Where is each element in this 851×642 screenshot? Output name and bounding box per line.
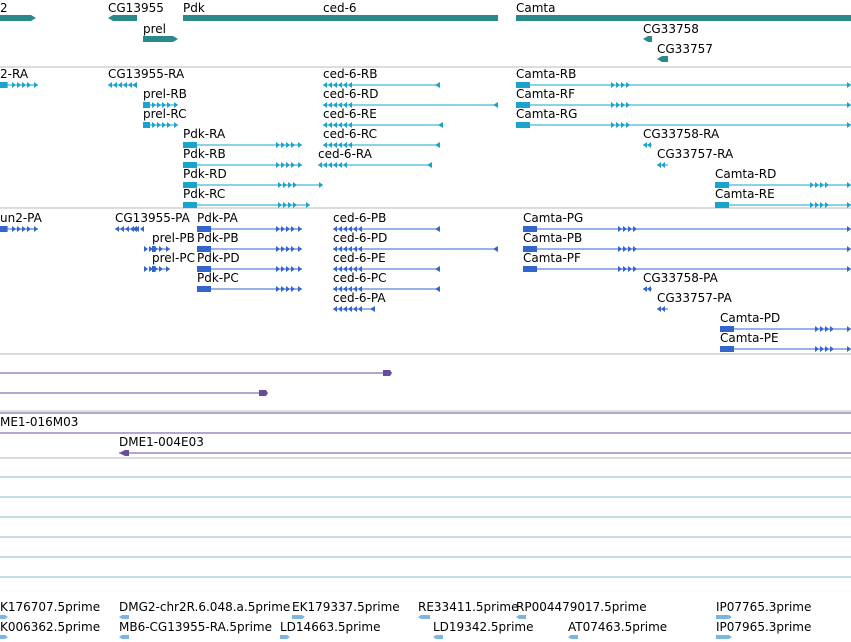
- strand-arrow-icon: [293, 202, 297, 208]
- strand-arrow-icon: [283, 182, 287, 188]
- strand-arrow-icon: [810, 182, 814, 188]
- est-k006362-5prime[interactable]: [0, 635, 8, 639]
- strand-arrow-icon: [291, 266, 295, 272]
- strand-arrow-icon: [435, 226, 440, 232]
- feature-label: Camta-PE: [720, 331, 779, 345]
- feature-label: prel-RB: [143, 87, 187, 101]
- feature-label: K176707.5prime: [0, 600, 101, 614]
- feature-label: RE33411.5prime: [418, 600, 519, 614]
- strand-arrow-icon: [810, 202, 814, 208]
- strand-arrow-icon: [343, 306, 347, 312]
- strand-arrow-icon: [830, 326, 834, 332]
- feature-label: ced-6-RE: [323, 107, 377, 121]
- feature-label: CG33757-RA: [657, 147, 734, 161]
- strand-arrow-icon: [628, 226, 632, 232]
- strand-arrow-icon: [120, 226, 124, 232]
- strand-arrow-icon: [825, 202, 829, 208]
- strand-arrow-icon: [291, 226, 295, 232]
- strand-arrow-icon: [128, 82, 132, 88]
- strand-arrow-icon: [820, 326, 824, 332]
- strand-arrow-icon: [847, 122, 851, 128]
- strand-arrow-icon: [815, 346, 819, 352]
- strand-arrow-icon: [291, 142, 295, 148]
- strand-arrow-icon: [611, 82, 615, 88]
- feature-label: AT07463.5prime: [568, 620, 668, 634]
- strand-arrow-icon: [17, 226, 21, 232]
- strand-arrow-icon: [358, 306, 362, 312]
- strand-arrow-icon: [298, 286, 302, 292]
- gene-prel[interactable]: [143, 36, 178, 42]
- exon-block: [0, 82, 8, 88]
- strand-arrow-icon: [435, 286, 440, 292]
- feature-label: Pdk: [183, 1, 205, 15]
- strand-arrow-icon: [621, 122, 625, 128]
- feature-label: Pdk-RB: [183, 147, 226, 161]
- feature-label: CG33757: [657, 42, 713, 56]
- strand-arrow-icon: [438, 122, 443, 128]
- feature-label: prel-PB: [152, 231, 195, 245]
- strand-arrow-icon: [276, 286, 280, 292]
- strand-arrow-icon: [338, 306, 342, 312]
- strand-arrow-icon: [657, 162, 661, 168]
- strand-arrow-icon: [621, 82, 625, 88]
- strand-arrow-icon: [12, 82, 16, 88]
- strand-arrow-icon: [118, 82, 122, 88]
- strand-arrow-icon: [162, 122, 166, 128]
- est-re33411-5prime[interactable]: [418, 615, 430, 619]
- strand-arrow-icon: [306, 202, 310, 208]
- feature-arrow-icon: [259, 390, 268, 396]
- strand-arrow-icon: [283, 202, 287, 208]
- strand-arrow-icon: [288, 182, 292, 188]
- strand-arrow-icon: [647, 142, 651, 148]
- est-dmg2-chr2r-6-048-a-5prime[interactable]: [119, 615, 129, 619]
- feature-label: ced-6-PB: [333, 211, 387, 225]
- strand-arrow-icon: [847, 326, 851, 332]
- strand-arrow-icon: [318, 162, 322, 168]
- exon-block: [720, 346, 734, 352]
- feature-label: LD14663.5prime: [280, 620, 381, 634]
- strand-arrow-icon: [276, 246, 280, 252]
- strand-arrow-icon: [333, 306, 337, 312]
- feature-label: Pdk-PC: [197, 271, 239, 285]
- feature-label: CG13955-RA: [108, 67, 185, 81]
- feature-label: DMG2-chr2R.6.048.a.5prime: [119, 600, 291, 614]
- strand-arrow-icon: [626, 82, 630, 88]
- strand-arrow-icon: [154, 266, 158, 272]
- strand-arrow-icon: [820, 346, 824, 352]
- strand-arrow-icon: [298, 246, 302, 252]
- strand-arrow-icon: [27, 226, 31, 232]
- strand-arrow-icon: [281, 142, 285, 148]
- strand-arrow-icon: [281, 226, 285, 232]
- feature-label: Camta-PD: [720, 311, 781, 325]
- strand-arrow-icon: [618, 266, 622, 272]
- feature-label: Camta-PB: [523, 231, 583, 245]
- strand-arrow-icon: [27, 82, 31, 88]
- strand-arrow-icon: [298, 266, 302, 272]
- strand-arrow-icon: [34, 82, 38, 88]
- feature-label: CG13955-PA: [115, 211, 190, 225]
- feature-label: Pdk-PD: [197, 251, 240, 265]
- strand-arrow-icon: [12, 226, 16, 232]
- feature-label: IP07965.3prime: [716, 620, 812, 634]
- exon-block: [143, 122, 150, 128]
- strand-arrow-icon: [281, 286, 285, 292]
- feature-label: CG33757-PA: [657, 291, 732, 305]
- feature-label: ced-6: [323, 1, 357, 15]
- strand-arrow-icon: [281, 266, 285, 272]
- strand-arrow-icon: [820, 182, 824, 188]
- gene-2[interactable]: [0, 15, 36, 21]
- est-ld19342-5prime[interactable]: [433, 635, 443, 639]
- strand-arrow-icon: [435, 82, 440, 88]
- feature-label: ced-6-PE: [333, 251, 386, 265]
- strand-arrow-icon: [847, 202, 851, 208]
- feature-label: Camta-PF: [523, 251, 581, 265]
- feature-label: K006362.5prime: [0, 620, 101, 634]
- feature-label: Pdk-RA: [183, 127, 226, 141]
- est-mb6-cg13955-ra-5prime[interactable]: [119, 635, 129, 639]
- feature-label: Camta-PG: [523, 211, 584, 225]
- feature-label: CG33758: [643, 22, 699, 36]
- feature-arrow-icon: [383, 370, 392, 376]
- strand-arrow-icon: [435, 266, 440, 272]
- strand-arrow-icon: [847, 346, 851, 352]
- exon-block: [197, 286, 211, 292]
- feature-label: prel-PC: [152, 251, 195, 265]
- strand-arrow-icon: [618, 226, 622, 232]
- strand-arrow-icon: [815, 202, 819, 208]
- feature-label: ced-6-RB: [323, 67, 378, 81]
- strand-arrow-icon: [820, 202, 824, 208]
- strand-arrow-icon: [276, 142, 280, 148]
- feature-label: Camta: [516, 1, 556, 15]
- strand-arrow-icon: [611, 122, 615, 128]
- strand-arrow-icon: [125, 226, 129, 232]
- strand-arrow-icon: [657, 306, 661, 312]
- strand-arrow-icon: [298, 226, 302, 232]
- strand-arrow-icon: [115, 226, 119, 232]
- strand-arrow-icon: [353, 306, 357, 312]
- feature-label: Camta-RD: [715, 167, 777, 181]
- est-at07463-5prime[interactable]: [568, 635, 578, 639]
- strand-arrow-icon: [626, 102, 630, 108]
- feature-label: ced-6-PA: [333, 291, 386, 305]
- strand-arrow-icon: [298, 162, 302, 168]
- feature-label: Pdk-RD: [183, 167, 227, 181]
- strand-arrow-icon: [286, 142, 290, 148]
- exon-block: [183, 202, 197, 208]
- strand-arrow-icon: [427, 162, 432, 168]
- strand-arrow-icon: [616, 82, 620, 88]
- strand-arrow-icon: [616, 122, 620, 128]
- gene-cg33758[interactable]: [643, 36, 652, 42]
- feature-label: CG33758-RA: [643, 127, 720, 141]
- est-ek179337-5prime[interactable]: [292, 615, 305, 619]
- strand-arrow-icon: [281, 246, 285, 252]
- strand-arrow-icon: [647, 286, 651, 292]
- strand-arrow-icon: [288, 202, 292, 208]
- strand-arrow-icon: [847, 246, 851, 252]
- strand-arrow-icon: [348, 306, 352, 312]
- feature-label: LD19342.5prime: [433, 620, 534, 634]
- exon-block: [0, 226, 8, 232]
- feature-label: EK179337.5prime: [292, 600, 400, 614]
- strand-arrow-icon: [616, 102, 620, 108]
- gene-camta[interactable]: [516, 15, 851, 21]
- est-ip07965-3prime[interactable]: [716, 635, 732, 639]
- strand-arrow-icon: [611, 102, 615, 108]
- strand-arrow-icon: [157, 122, 161, 128]
- feature-label: CG33758-PA: [643, 271, 718, 285]
- strand-arrow-icon: [847, 266, 851, 272]
- feature-label: Camta-RE: [715, 187, 775, 201]
- gene-cg33757[interactable]: [657, 56, 668, 62]
- feature-label: CG13955: [108, 1, 164, 15]
- strand-arrow-icon: [628, 246, 632, 252]
- strand-arrow-icon: [623, 226, 627, 232]
- est-ip07765-3prime[interactable]: [716, 615, 732, 619]
- feature-label: ced-6-RD: [323, 87, 379, 101]
- strand-arrow-icon: [847, 182, 851, 188]
- strand-arrow-icon: [167, 122, 171, 128]
- strand-arrow-icon: [166, 266, 170, 272]
- gene-ced-6[interactable]: [323, 15, 498, 21]
- feature-label: ced-6-RA: [318, 147, 372, 161]
- feature-label: IP07765.3prime: [716, 600, 812, 614]
- strand-arrow-icon: [286, 286, 290, 292]
- strand-arrow-icon: [343, 162, 347, 168]
- strand-arrow-icon: [623, 266, 627, 272]
- strand-arrow-icon: [22, 226, 26, 232]
- strand-arrow-icon: [17, 82, 21, 88]
- strand-arrow-icon: [286, 162, 290, 168]
- feature-label: Pdk-PB: [197, 231, 239, 245]
- strand-arrow-icon: [174, 122, 178, 128]
- gene-cg13955[interactable]: [108, 15, 137, 21]
- strand-arrow-icon: [825, 326, 829, 332]
- strand-arrow-icon: [34, 226, 38, 232]
- feature-label: MB6-CG13955-RA.5prime: [119, 620, 272, 634]
- strand-arrow-icon: [298, 142, 302, 148]
- strand-arrow-icon: [633, 266, 637, 272]
- feature-label: prel-RC: [143, 107, 187, 121]
- strand-arrow-icon: [319, 182, 323, 188]
- strand-arrow-icon: [286, 266, 290, 272]
- strand-arrow-icon: [276, 162, 280, 168]
- strand-arrow-icon: [291, 286, 295, 292]
- strand-arrow-icon: [276, 226, 280, 232]
- strand-arrow-icon: [633, 226, 637, 232]
- strand-arrow-icon: [493, 102, 498, 108]
- strand-arrow-icon: [328, 162, 332, 168]
- strand-arrow-icon: [815, 182, 819, 188]
- feature-label: DME1-004E03: [119, 435, 204, 449]
- strand-arrow-icon: [293, 182, 297, 188]
- strand-arrow-icon: [22, 82, 26, 88]
- strand-arrow-icon: [132, 226, 137, 232]
- feature-label: 2-RA: [0, 67, 29, 81]
- feature-label: Camta-RF: [516, 87, 576, 101]
- strand-arrow-icon: [108, 82, 112, 88]
- strand-arrow-icon: [323, 162, 327, 168]
- strand-arrow-icon: [291, 162, 295, 168]
- strand-arrow-icon: [144, 266, 148, 272]
- strand-arrow-icon: [132, 82, 137, 88]
- strand-arrow-icon: [830, 346, 834, 352]
- strand-arrow-icon: [825, 346, 829, 352]
- strand-arrow-icon: [281, 162, 285, 168]
- strand-arrow-icon: [370, 306, 375, 312]
- exon-block: [523, 266, 537, 272]
- strand-arrow-icon: [661, 162, 665, 168]
- exon-block: [715, 202, 729, 208]
- strand-arrow-icon: [435, 142, 440, 148]
- feature-label: prel: [143, 22, 167, 36]
- feature-label: RP004479017.5prime: [516, 600, 647, 614]
- strand-arrow-icon: [847, 82, 851, 88]
- est-ld14663-5prime[interactable]: [280, 635, 290, 639]
- strand-arrow-icon: [847, 102, 851, 108]
- strand-arrow-icon: [113, 82, 117, 88]
- feature-label: ced-6-PD: [333, 231, 388, 245]
- feature-label: Camta-RB: [516, 67, 577, 81]
- strand-arrow-icon: [278, 182, 282, 188]
- est-k176707-5prime[interactable]: [0, 615, 8, 619]
- strand-arrow-icon: [618, 246, 622, 252]
- feature-label: ced-6-RC: [323, 127, 378, 141]
- feature-label: Pdk-PA: [197, 211, 238, 225]
- strand-arrow-icon: [333, 162, 337, 168]
- feature-label: ME1-016M03: [0, 415, 79, 429]
- strand-arrow-icon: [140, 226, 144, 232]
- feature-label: ced-6-PC: [333, 271, 387, 285]
- strand-arrow-icon: [286, 226, 290, 232]
- strand-arrow-icon: [621, 102, 625, 108]
- est-rp004479017-5prime[interactable]: [516, 615, 526, 619]
- strand-arrow-icon: [152, 122, 156, 128]
- feature-label: un2-PA: [0, 211, 42, 225]
- strand-arrow-icon: [643, 142, 647, 148]
- strand-arrow-icon: [825, 182, 829, 188]
- strand-arrow-icon: [628, 266, 632, 272]
- strand-arrow-icon: [159, 266, 163, 272]
- feature-label: 2: [0, 1, 8, 15]
- strand-arrow-icon: [144, 246, 148, 252]
- strand-arrow-icon: [338, 162, 342, 168]
- strand-arrow-icon: [661, 306, 665, 312]
- clone-arrow-icon: [119, 450, 129, 456]
- feature-label: Pdk-RC: [183, 187, 226, 201]
- strand-arrow-icon: [633, 246, 637, 252]
- strand-arrow-icon: [815, 326, 819, 332]
- strand-arrow-icon: [626, 122, 630, 128]
- exon-block: [516, 122, 530, 128]
- strand-arrow-icon: [291, 246, 295, 252]
- strand-arrow-icon: [286, 246, 290, 252]
- strand-arrow-icon: [123, 82, 127, 88]
- strand-arrow-icon: [493, 246, 498, 252]
- strand-arrow-icon: [623, 246, 627, 252]
- feature-label: Camta-RG: [516, 107, 578, 121]
- strand-arrow-icon: [643, 286, 647, 292]
- strand-arrow-icon: [278, 202, 282, 208]
- gene-pdk[interactable]: [183, 15, 323, 21]
- strand-arrow-icon: [847, 226, 851, 232]
- strand-arrow-icon: [276, 266, 280, 272]
